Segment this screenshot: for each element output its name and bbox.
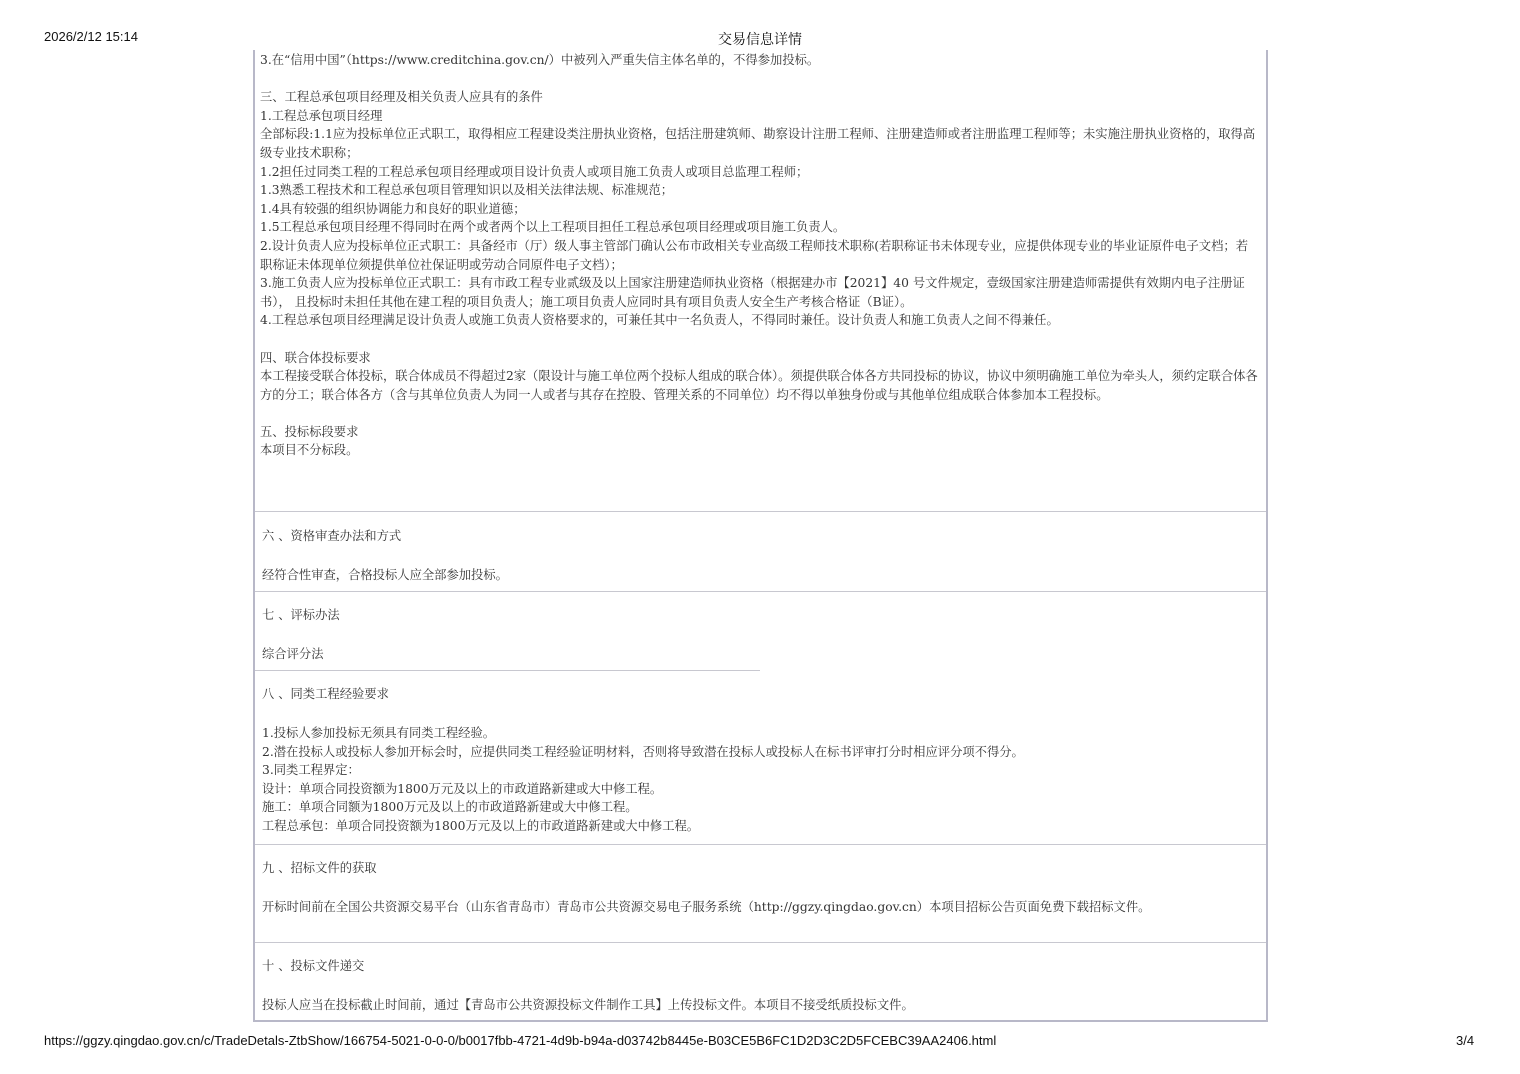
credit-line: 3.在“信用中国”（https://www.creditchina.gov.cn/）中被列入严重失信主体名单的，不得参加投标。	[260, 53, 820, 67]
row-divider	[255, 942, 1266, 943]
row-divider	[255, 511, 1266, 512]
section-8-body	[262, 724, 1260, 836]
part3-title: 三、工程总承包项目经理及相关负责人应具有的条件	[260, 90, 543, 105]
part5-title: 五、投标标段要求	[260, 424, 359, 439]
section-10-text: 投标人应当在投标截止时间前，通过【青岛市公共资源投标文件制作工具】上传投标文件。本项目不接受纸质投标文件。	[262, 998, 914, 1012]
section-7-text: 综合评分法	[262, 647, 324, 661]
part4-title: 四、联合体投标要求	[260, 350, 371, 365]
part4-text: 本工程接受联合体投标，联合体成员不得超过2家（限设计与施工单位两个投标人组成的联合体）。须提供联合体各方共同投标的协议，协议中须明确施工单位为牵头人，须约定联合体各方的分工；联合体各方（含与其单位负责人为同一人或者与其存在控股、管理关系的不同单位）均不得以单独身份或与其他单位组成联合体参加本工程投标。	[260, 369, 1258, 402]
part3-line: 全部标段:1.1应为投标单位正式职工，取得相应工程建设类注册执业资格，包括注册建筑师、勘察设计注册工程师、注册建造师或者注册监理工程师等；未实施注册执业资格的，取得高级专业技术职称；	[260, 127, 1256, 160]
section-8-line: 工程总承包：单项合同投资额为1800万元及以上的市政道路新建或大中修工程。	[262, 818, 700, 833]
section-10-title: 十 、投标文件递交	[262, 959, 365, 973]
section-8-line: 1.投标人参加投标无须具有同类工程经验。	[262, 726, 496, 740]
part3-line: 1.3熟悉工程技术和工程总承包项目管理知识以及相关法律法规、标准规范；	[260, 183, 674, 198]
print-date: 2026/2/12 15:14	[44, 29, 138, 44]
row-divider	[255, 591, 1266, 592]
part3-line: 3.施工负责人应为投标单位正式职工：具有市政工程专业贰级及以上国家注册建造师执业资格（根据建办市【2021】40 号文件规定，壹级国家注册建造师需提供有效期内电子注册证书）， 且投标时未担任其他在建工程的项目负责人；施工项目负责人应同时具有项目负责人安全生产考核合格证（B证）。	[260, 276, 1245, 309]
part3-line: 1.5工程总承包项目经理不得同时在两个或者两个以上工程项目担任工程总承包项目经理或项目施工负责人。	[260, 220, 846, 235]
section-7-title: 七 、评标办法	[262, 608, 340, 622]
section-6-text: 经符合性审查，合格投标人应全部参加投标。	[262, 568, 508, 582]
part3-line: 2.设计负责人应为投标单位正式职工：具备经市（厅）级人事主管部门确认公布市政相关专业高级工程师技术职称(若职称证书未体现专业，应提供体现专业的毕业证原件电子文档；若职称证未体现单位须提供单位社保证明或劳动合同原件电子文档）；	[260, 238, 1248, 272]
section-9-title: 九 、招标文件的获取	[262, 861, 377, 875]
section-6-title: 六 、资格审查办法和方式	[262, 529, 402, 543]
section-8-line: 2.潜在投标人或投标人参加开标会时，应提供同类工程经验证明材料，否则将导致潜在投标人或投标人在标书评审打分时相应评分项不得分。	[262, 744, 1024, 759]
section-9-text: 开标时间前在全国公共资源交易平台（山东省青岛市）青岛市公共资源交易电子服务系统（http://ggzy.qingdao.gov.cn）本项目招标公告页面免费下载招标文件。	[262, 900, 1151, 914]
section-8-title: 八 、同类工程经验要求	[262, 687, 389, 701]
part3-line: 1.2担任过同类工程的工程总承包项目经理或项目设计负责人或项目施工负责人或项目总监理工程师；	[260, 164, 809, 179]
part3-line: 1.工程总承包项目经理	[260, 108, 383, 123]
row-divider	[255, 844, 1266, 845]
requirements-cell	[260, 51, 1260, 460]
print-url: https://ggzy.qingdao.gov.cn/c/TradeDetals-ZtbShow/166754-5021-0-0-0/b0017fbb-4721-4d9b-b94a-d03742b8445e-B03CE5B6FC1D2D3C2D5FCEBC39AA2406.html	[44, 1033, 997, 1048]
part5-text: 本项目不分标段。	[260, 443, 359, 458]
part3-line: 4.工程总承包项目经理满足设计负责人或施工负责人资格要求的，可兼任其中一名负责人，不得同时兼任。设计负责人和施工负责人之间不得兼任。	[260, 313, 1059, 328]
page-title: 交易信息详情	[718, 31, 802, 47]
section-8-line: 设计：单项合同投资额为1800万元及以上的市政道路新建或大中修工程。	[262, 781, 663, 796]
row-divider	[255, 670, 760, 671]
part3-line: 1.4具有较强的组织协调能力和良好的职业道德；	[260, 201, 526, 216]
page-number: 3/4	[1456, 1033, 1475, 1048]
section-8-line: 施工：单项合同额为1800万元及以上的市政道路新建或大中修工程。	[262, 800, 638, 815]
section-8-line: 3.同类工程界定：	[262, 763, 360, 778]
